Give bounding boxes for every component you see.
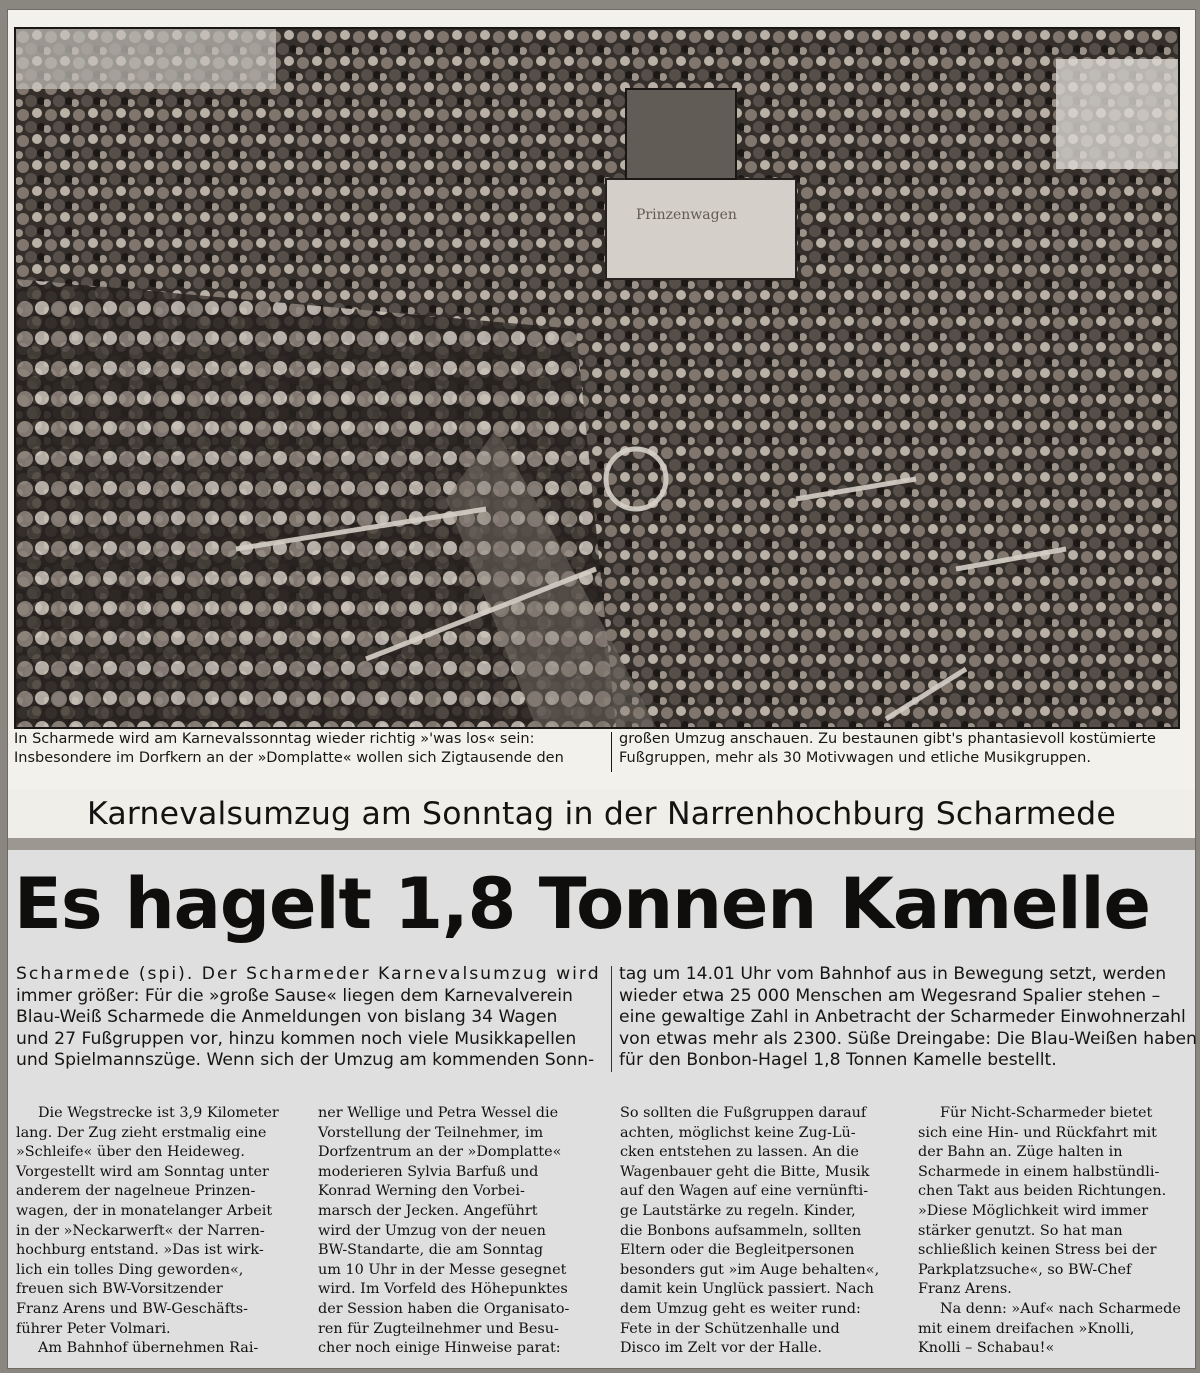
body-line: chen Takt aus beiden Richtungen. [918,1183,1167,1200]
body-line: damit kein Unglück passiert. Nach [620,1281,874,1298]
body-line: sich eine Hin- und Rückfahrt mit [918,1124,1157,1141]
body-line: Franz Arens. [918,1281,1012,1298]
kicker-headline: Karnevalsumzug am Sonntag in der Narrenhochburg Scharmede [8,790,1195,838]
body-line: Franz Arens und BW-Geschäfts- [16,1300,249,1317]
body-line: Eltern oder die Begleitpersonen [620,1242,855,1259]
lead-paragraph-right [619,964,1195,1072]
body-line: Die Wegstrecke ist 3,9 Kilometer [38,1105,279,1121]
body-line: »Diese Möglichkeit wird immer [918,1202,1149,1219]
body-column-4 [918,1104,1200,1359]
body-line: moderieren Sylvia Barfuß und [318,1163,539,1180]
photo-area [8,10,1195,790]
body-line: lang. Der Zug zieht erstmalig eine [16,1124,267,1141]
caption-line: Fußgruppen, mehr als 30 Motivwagen und etliche Musikgruppen. [619,750,1091,766]
lead-line: und 27 Fußgruppen vor, hinzu kommen noch viele Musikkapellen [16,1028,577,1049]
lead-line: Blau-Weiß Scharmede die Anmeldungen von bislang 34 Wagen [16,1007,558,1027]
svg-text:Prinzenwagen: Prinzenwagen [636,207,737,223]
body-column-3 [620,1104,910,1359]
caption-divider [611,732,612,772]
body-line: Wagenbauer geht die Bitte, Musik [620,1163,870,1180]
page-divider [8,838,1195,850]
body-line: hochburg entstand. »Das ist wirk- [16,1242,264,1259]
body-line: ge Lautstärke zu regeln. Kinder, [620,1202,856,1219]
newspaper-clipping [8,10,1195,1368]
body-line: die Bonbons aufsammeln, sollten [620,1222,862,1239]
body-line: Na denn: »Auf« nach Scharmede [940,1300,1181,1317]
body-line: »Schleife« über den Heideweg. [16,1144,245,1161]
body-line: Für Nicht-Scharmeder bietet [940,1105,1153,1121]
lead-line: und Spielmannszüge. Wenn sich der Umzug am kommenden Sonn- [16,1050,595,1070]
body-line: Parkplatzsuche«, so BW-Chef [918,1261,1132,1278]
body-line: achten, möglichst keine Zug-Lü- [620,1124,856,1141]
body-line: cher noch einige Hinweise parat: [318,1340,561,1357]
lead-line: tag um 14.01 Uhr vom Bahnhof aus in Bewegung setzt, werden [619,964,1167,984]
main-headline: Es hagelt 1,8 Tonnen Kamelle [14,863,1150,945]
body-line: auf den Wagen auf eine vernünfti- [620,1183,869,1200]
body-line: der Session haben die Organisato- [318,1300,570,1317]
body-line: ner Wellige und Petra Wessel die [318,1105,559,1121]
body-line: in der »Neckarwerft« der Narren- [16,1222,265,1239]
body-line: wird der Umzug von der neuen [318,1222,546,1239]
body-line: Disco im Zelt vor der Halle. [620,1340,822,1357]
lead-line: eine gewaltige Zahl in Anbetracht der Scharmeder Einwohnerzahl [619,1007,1186,1027]
body-line: freuen sich BW-Vorsitzender [16,1281,223,1298]
lead-line: von etwas mehr als 2300. Süße Dreingabe: Die Blau-Weißen haben [619,1028,1197,1049]
body-line: BW-Standarte, die am Sonntag [318,1242,544,1259]
body-column-2 [318,1104,608,1359]
carnival-parade-photo [14,27,1180,729]
lead-paragraph-left [16,964,608,1072]
body-line: Konrad Werning den Vorbei- [318,1183,525,1200]
body-line: lich ein tolles Ding geworden«, [16,1261,244,1278]
photo-caption [14,730,1180,780]
lead-line: immer größer: Für die »große Sause« liegen dem Karnevalverein [16,985,573,1006]
caption-line: großen Umzug anschauen. Zu bestaunen gibt's phantasievoll kostümierte [619,731,1156,747]
body-line: So sollten die Fußgruppen darauf [620,1105,867,1121]
lead-line: wieder etwa 25 000 Menschen am Wegesrand Spalier stehen – [619,985,1161,1006]
body-line: führer Peter Volmari. [16,1320,171,1337]
body-line: anderem der nagelneue Prinzen- [16,1183,256,1200]
body-line: stärker genutzt. So hat man [918,1222,1123,1239]
body-line: marsch der Jecken. Angeführt [318,1202,538,1219]
body-line: cken entstehen zu lassen. An die [620,1144,859,1161]
body-line: Knolli – Schabau!« [918,1340,1055,1357]
body-line: um 10 Uhr in der Messe gesegnet [318,1261,567,1278]
body-line: mit einem dreifachen »Knolli, [918,1320,1135,1337]
lead-divider [611,966,612,1072]
body-line: schließlich keinen Stress bei der [918,1242,1157,1259]
body-line: Scharmede in einem halbstündli- [918,1163,1160,1180]
lead-line: für den Bonbon-Hagel 1,8 Tonnen Kamelle bestellt. [619,1050,1057,1070]
body-line: wagen, der in monatelanger Arbeit [16,1202,273,1219]
body-line: Vorgestellt wird am Sonntag unter [16,1163,269,1180]
body-line: Vorstellung der Teilnehmer, im [318,1124,544,1141]
body-column-1 [16,1104,306,1359]
article [8,850,1195,1368]
body-line: Am Bahnhof übernehmen Rai- [38,1340,259,1357]
body-line: besonders gut »im Auge behalten«, [620,1261,880,1278]
body-line: ren für Zugteilnehmer und Besu- [318,1320,559,1337]
body-line: wird. Im Vorfeld des Höhepunktes [318,1281,568,1298]
caption-left-column [14,730,606,768]
body-line: Fete in der Schützenhalle und [620,1320,840,1337]
lead-line: Scharmede (spi). Der Scharmeder Karnevalsumzug wird [16,964,601,984]
body-line: der Bahn an. Züge halten in [918,1144,1123,1161]
body-line: Dorfzentrum an der »Domplatte« [318,1144,562,1161]
body-line: dem Umzug geht es weiter rund: [620,1300,861,1317]
caption-right-column [619,730,1185,768]
caption-line: Insbesondere im Dorfkern an der »Domplatte« wollen sich Zigtausende den [14,750,564,766]
crowd-illustration [16,29,1178,727]
caption-line: In Scharmede wird am Karnevalssonntag wieder richtig »'was los« sein: [14,731,535,747]
